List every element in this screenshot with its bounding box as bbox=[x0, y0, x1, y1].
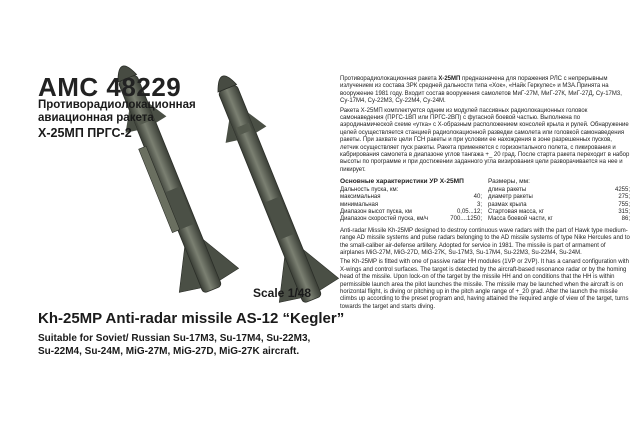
spec-label: Дальность пуска, км: bbox=[340, 186, 399, 193]
spec-value: 755; bbox=[618, 201, 630, 208]
ru-paragraph-2: Ракета Х-25МП комплектуется одним из модулей пассивных радиолокационных головок самонаведения (ПРГС-1ВП или ПРГС-2ВП) с фугасной боевой частью. Выполнена по аэродинамической схеме «утка» с Х-образным расположением консолей крыла и рулей. Обнаружение целей осуществляется станцией радиолокационной разведки самолета или головкой самонаведения ракеты. При захвате цели ГСН ракеты и при условии ее нахождения в зоне разрешенных пусков, летчик осуществляет пуск ракеты. Ракета применяется с горизонтального полета, с пикирования и кабрирования самолета в диапазоне углов тангажа +_ 20 град. После старта ракета переходит в набор высоты по программе и при достижении заданного угла визирования цели разворачивается на нее и пикирует. bbox=[340, 107, 630, 173]
en-paragraph-1: Anti-radar Missile Kh-25MP designed to destroy continuous wave radars with the part of Hawk type medium-range AD missile systems and pulse radars belonging to the AD missile systems of type Nike Hercules and to the small-caliber air-defense artillery. Adopted for service in 1981. The missile is part of armament of airplanes MiG-27M, MiG-27D, MiG-27K, Su-17M3, Su-17M4, Su-22M3, Su-22M4, Su-24M. bbox=[340, 227, 630, 256]
spec-value: 4255; bbox=[614, 186, 630, 193]
ru-title bbox=[38, 99, 196, 125]
ru-p1-post: предназначена для поражения РЛС с непрерывным излучением из состава ЗРК средней дальности типа «Хок», «Найк Геркулес» и МЗА.Принята на вооружение 1981 году. Входит состав вооружения самолетов МиГ-27М, МиГ-27К, МиГ-27Д, Су-17М3, Су-17М4, Су-22М3, Су-22М4, Су-24М. bbox=[340, 76, 622, 105]
spec-row bbox=[488, 216, 630, 223]
specs-left bbox=[340, 187, 482, 224]
product-code: AMC 48229 bbox=[38, 72, 182, 102]
spec-row bbox=[488, 202, 630, 209]
spec-label: минимальная bbox=[340, 201, 379, 208]
ru-title-line-2: авиационная ракета bbox=[38, 112, 154, 124]
spec-value: 86; bbox=[621, 216, 630, 223]
ru-title-line-1: Противорадиолокационная bbox=[38, 99, 196, 111]
spec-value: 275; bbox=[618, 194, 630, 201]
specs-table bbox=[340, 187, 630, 224]
spec-row bbox=[340, 202, 482, 209]
spec-value: 40; bbox=[473, 194, 482, 201]
spec-row bbox=[488, 194, 630, 201]
spec-value: 0,05...12; bbox=[456, 208, 482, 215]
spec-row bbox=[340, 187, 482, 194]
specs-header-left: Основные характеристики УР Х-25МП bbox=[340, 178, 464, 186]
spec-label: диаметр ракеты bbox=[488, 194, 533, 201]
description-panel bbox=[340, 76, 630, 313]
spec-value: 3; bbox=[476, 201, 482, 208]
specs-header bbox=[340, 178, 630, 185]
specs-header-right: Размеры, мм: bbox=[488, 178, 530, 186]
en-title: Kh-25MP Anti-radar missile AS-12 “Kegler” bbox=[38, 310, 345, 327]
ru-p1-pre: Противорадиолокационная ракета bbox=[340, 76, 439, 82]
spec-row bbox=[340, 216, 482, 223]
spec-label: Масса боевой части, кг bbox=[488, 216, 553, 223]
en-paragraph-2: The Kh-25MP is fitted with one of passive radar HH modules (1VP or 2VP). It has a canard configuration with X-wings and control surfaces. The target is detected by the aircraft-based resonance radar or by the homing head of the missile. Upon lock-on of the target by the missile HH and on conditions that the HH is within permissible launch area the pilot launches the missile. The missile may be launched when the aircraft is on horizontal flight, is diving or pitching up in the pitch angle range of +_20 grad. After the launch the missile climbs up according to the preset program and, having attained the required angle of view of the target, turns towards the target and starts diving. bbox=[340, 259, 629, 310]
spec-label: Диапазон скоростей пуска, км/ч bbox=[340, 216, 429, 223]
spec-row bbox=[340, 194, 482, 201]
suitable-aircraft: Suitable for Soviet/ Russian Su-17M3, Su-17M4, Su-22M3, Su-22M4, Su-24M, MiG-27M, MiG-27D, MiG-27K aircraft. bbox=[38, 333, 311, 357]
spec-value: 700....1250; bbox=[450, 216, 482, 223]
ru-paragraph-1 bbox=[340, 76, 630, 106]
spec-label: Диапазон высот пуска, км bbox=[340, 208, 412, 215]
spec-label: длина ракеты bbox=[488, 186, 527, 193]
spec-label: максимальная bbox=[340, 194, 381, 201]
spec-row bbox=[488, 187, 630, 194]
specs-right bbox=[488, 187, 630, 224]
spec-value: 315; bbox=[618, 208, 630, 215]
scale-label: Scale 1/48 bbox=[253, 286, 312, 300]
ru-missile-name: Х-25МП ПРГС-2 bbox=[38, 126, 132, 140]
spec-label: размах крыла bbox=[488, 201, 527, 208]
ru-p1-bold: Х-25МП bbox=[438, 76, 461, 82]
spec-label: Стартовая масса, кг bbox=[488, 208, 544, 215]
